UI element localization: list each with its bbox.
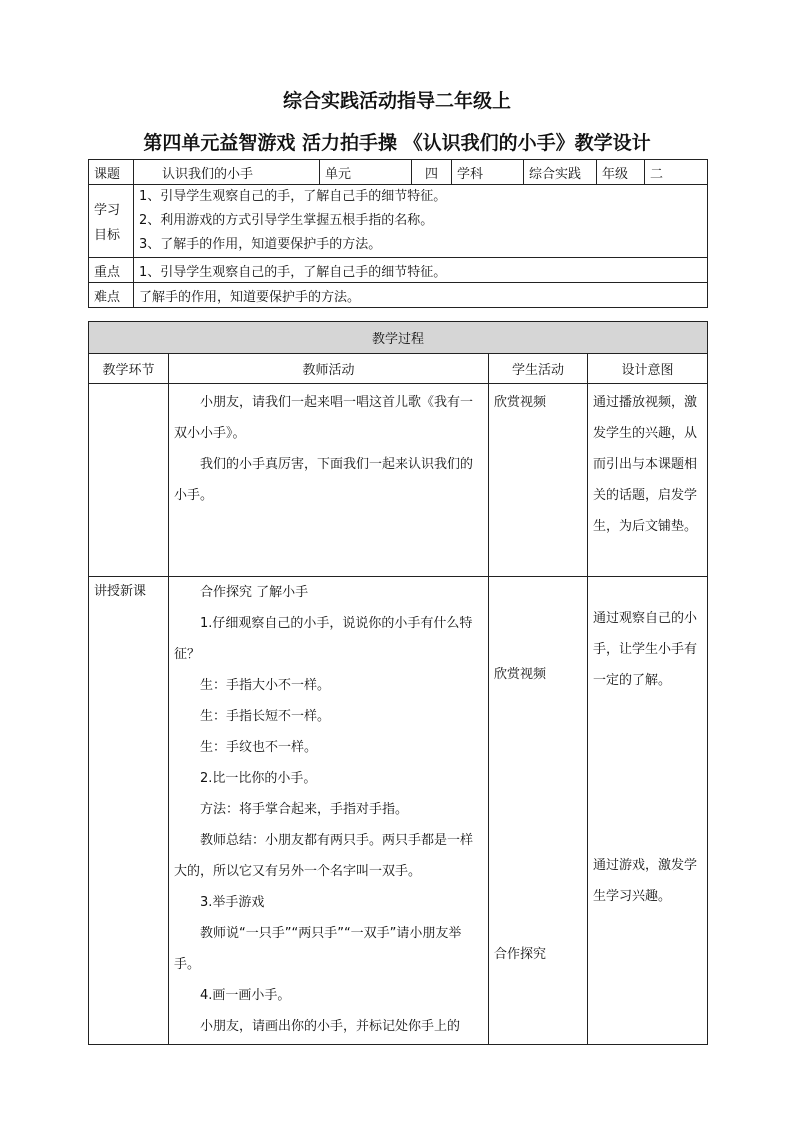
key-point-label: 重点: [89, 258, 134, 283]
key-point-value: 1、引导学生观察自己的手，了解自己手的细节特征。: [134, 258, 708, 283]
teacher-line: 小朋友，请我们一起来唱一唱这首儿歌《我有一双小小手》。: [174, 395, 474, 441]
student-activity-2: 合作探究: [494, 947, 547, 962]
teacher-line: 2.比一比你的小手。: [200, 771, 317, 786]
grade-value: 二: [645, 160, 708, 185]
header-teacher: 教师活动: [169, 354, 489, 384]
key-point-row: [89, 258, 708, 283]
teacher-activity: [169, 577, 489, 1045]
design-intent-1: 通过观察自己的小手，让学生小手有一定的了解。: [593, 611, 698, 688]
student-activity-1: 欣赏视频: [494, 667, 547, 682]
header-stage: 教学环节: [89, 354, 169, 384]
design-intent: [588, 577, 708, 1045]
goal-item: 3、了解手的作用，知道要保护手的方法。: [139, 237, 382, 252]
course-label: 课题: [89, 160, 134, 185]
difficulty-value: 了解手的作用，知道要保护手的方法。: [134, 283, 708, 308]
stage-cell: [89, 384, 169, 577]
stage-cell: 讲授新课: [89, 577, 169, 1045]
grade-label: 年级: [597, 160, 645, 185]
goals-label-line1: 学习: [94, 203, 121, 218]
difficulty-label: 难点: [89, 283, 134, 308]
unit-value: 四: [412, 160, 452, 185]
difficulty-row: [89, 283, 708, 308]
goals-row: [89, 185, 708, 258]
process-row-intro: [89, 384, 708, 577]
process-header-row: [89, 354, 708, 384]
teacher-line: 生：手指长短不一样。: [200, 709, 331, 724]
document-subtitle: 第四单元益智游戏 活力拍手操 《认识我们的小手》教学设计: [143, 132, 651, 154]
teacher-line: 生：手纹也不一样。: [200, 740, 318, 755]
teacher-line: 教师总结：小朋友都有两只手。两只手都是一样大的，所以它又有另外一个名字叫一双手。: [174, 833, 474, 879]
unit-label: 单元: [320, 160, 412, 185]
goals-label-line2: 目标: [94, 228, 121, 243]
lesson-info-table: [88, 159, 708, 308]
goal-item: 1、引导学生观察自己的手，了解自己手的细节特征。: [139, 189, 447, 204]
subject-label: 学科: [452, 160, 524, 185]
section-title: 教学过程: [89, 322, 708, 354]
teacher-line: 1.仔细观察自己的小手，说说你的小手有什么特征？: [174, 616, 473, 662]
goals-list: [134, 185, 708, 258]
teacher-line: 4.画一画小手。: [200, 988, 291, 1003]
teacher-line: 小朋友，请画出你的小手，并标记处你手上的: [200, 1019, 461, 1034]
process-table: [88, 321, 708, 1045]
process-row-new-lesson: [89, 577, 708, 1045]
document-title: 综合实践活动指导二年级上: [282, 90, 511, 112]
teacher-line: 3.举手游戏: [200, 895, 265, 910]
header-student: 学生活动: [489, 354, 588, 384]
teacher-activity: [169, 384, 489, 577]
teacher-line: 方法：将手掌合起来，手指对手指。: [200, 802, 409, 817]
goal-item: 2、利用游戏的方式引导学生掌握五根手指的名称。: [139, 213, 434, 228]
header-intent: 设计意图: [588, 354, 708, 384]
teacher-line: 教师说“一只手”“两只手”“一双手”请小朋友举手。: [174, 926, 462, 972]
teacher-line: 合作探究 了解小手: [200, 585, 309, 600]
student-activity: [489, 577, 588, 1045]
teacher-line: 生：手指大小不一样。: [200, 678, 331, 693]
course-value: 认识我们的小手: [134, 160, 320, 185]
student-activity: 欣赏视频: [489, 384, 588, 577]
info-row: [89, 160, 708, 185]
design-intent-2: 通过游戏，激发学生学习兴趣。: [593, 858, 698, 904]
goals-label: [89, 185, 134, 258]
subject-value: 综合实践: [524, 160, 597, 185]
teacher-line: 我们的小手真厉害，下面我们一起来认识我们的小手。: [174, 457, 474, 503]
design-intent: 通过播放视频，激发学生的兴趣，从而引出与本课题相关的话题，启发学生，为后文铺垫。: [588, 384, 708, 577]
